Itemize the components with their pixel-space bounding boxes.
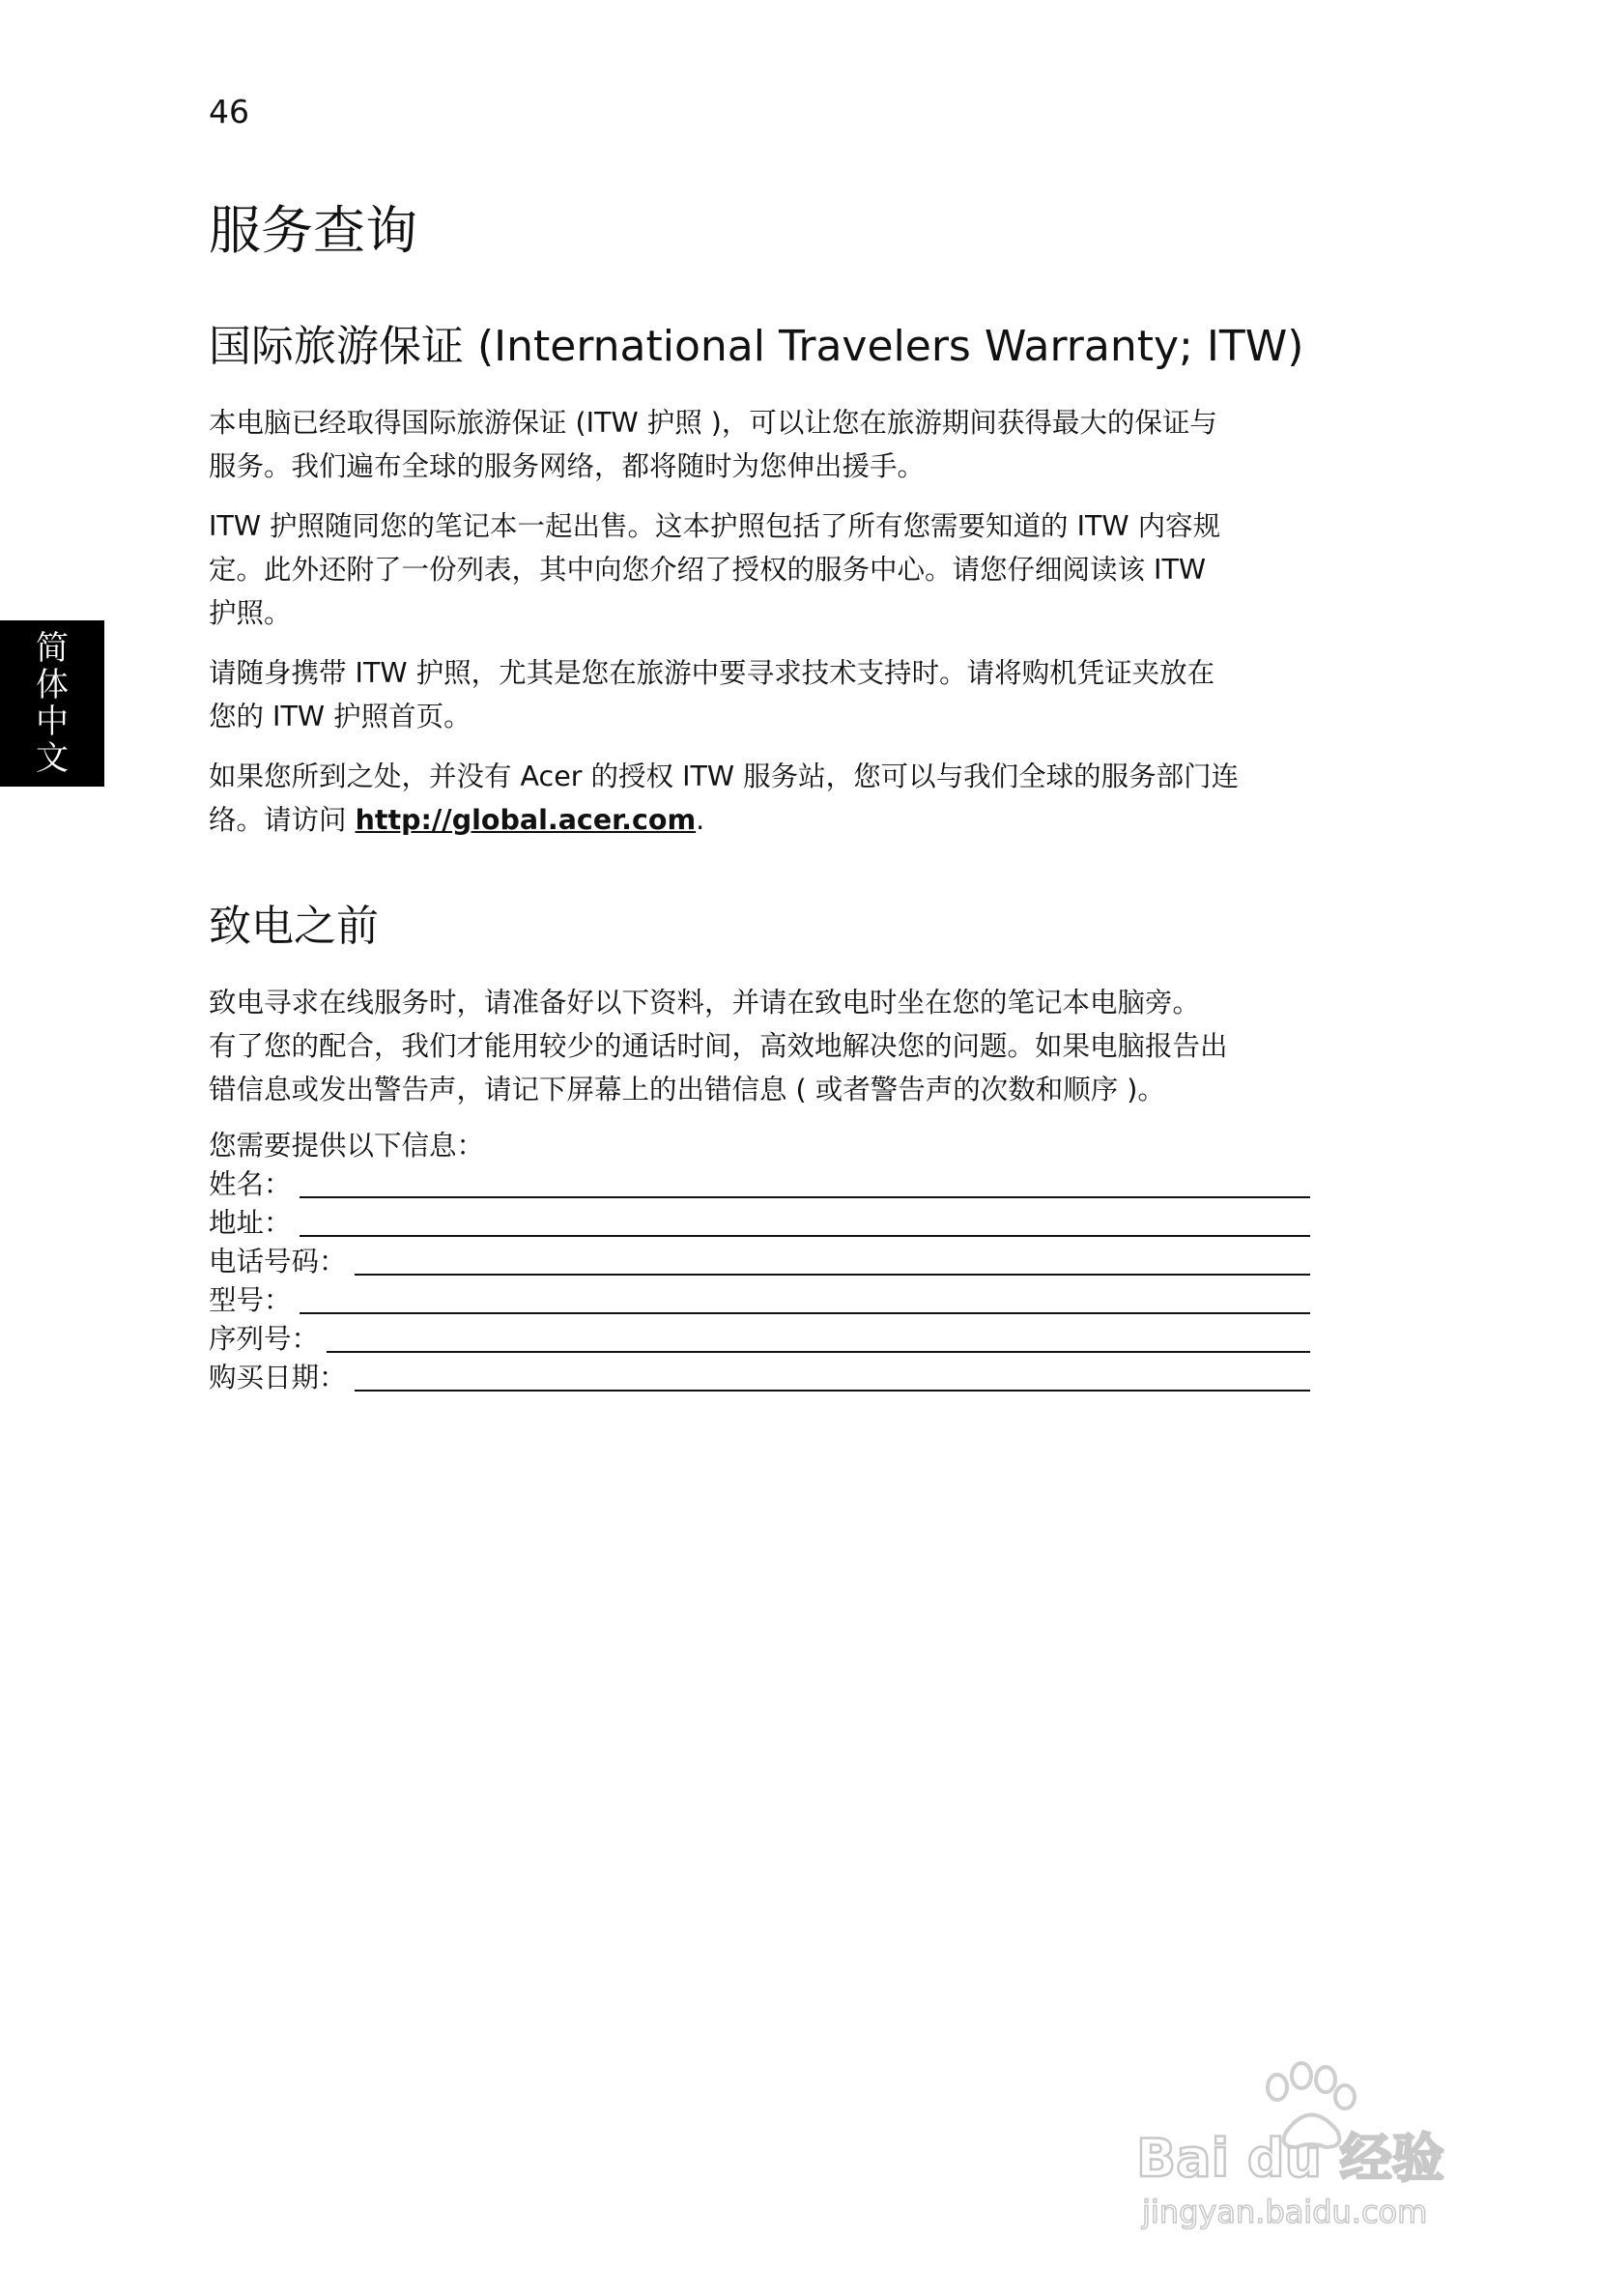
acer-global-link[interactable]: http://global.acer.com: [355, 804, 697, 836]
itw-paragraph-1: [209, 401, 1358, 488]
itw-heading: 国际旅游保证 (International Travelers Warranty; ITW): [209, 322, 1304, 371]
side-tab-char: 文: [36, 739, 69, 778]
page-number: 46: [209, 93, 249, 130]
field-row-phone: [209, 1243, 1310, 1281]
side-tab-char: 中: [36, 703, 69, 741]
visit-suffix: .: [696, 804, 705, 836]
field-row-serial: [209, 1320, 1310, 1359]
watermark-brand: Bai du 经验: [1136, 2128, 1444, 2189]
baidu-watermark: [1132, 2039, 1519, 2232]
name-field[interactable]: [300, 1167, 1310, 1198]
field-row-model: [209, 1281, 1310, 1320]
side-tab-char: 体: [36, 666, 69, 704]
text-line: 错信息或发出警告声，请记下屏幕上的出错信息 ( 或者警告声的次数和顺序 )。: [209, 1074, 1165, 1105]
before-call-paragraph: [209, 981, 1358, 1111]
address-field[interactable]: [300, 1206, 1310, 1237]
itw-paragraph-2: [209, 504, 1358, 635]
text-line: 定。此外还附了一份列表，其中向您介绍了授权的服务中心。请您仔细阅读该 ITW: [209, 554, 1207, 586]
info-intro: 您需要提供以下信息：: [209, 1130, 485, 1162]
itw-paragraph-4: [209, 755, 1358, 842]
field-label: 购买日期：: [209, 1362, 347, 1393]
field-label: 序列号：: [209, 1323, 320, 1355]
info-form: [209, 1127, 1310, 1397]
field-label: 电话号码：: [209, 1246, 347, 1277]
text-line: 您的 ITW 护照首页。: [209, 701, 471, 732]
field-row-purchase-date: [209, 1359, 1310, 1397]
purchase-date-field[interactable]: [355, 1361, 1310, 1392]
field-label: 地址：: [209, 1207, 292, 1239]
phone-field[interactable]: [355, 1245, 1310, 1276]
field-label: 姓名：: [209, 1168, 292, 1200]
text-line: 致电寻求在线服务时，请准备好以下资料，并请在致电时坐在您的笔记本电脑旁。: [209, 987, 1201, 1019]
page-title: 服务查询: [209, 200, 417, 261]
text-line: [209, 798, 1358, 842]
itw-paragraph-3: [209, 651, 1358, 738]
text-line: 本电脑已经取得国际旅游保证 (ITW 护照 )，可以让您在旅游期间获得最大的保证与: [209, 407, 1217, 439]
side-tab-char: 简: [36, 629, 69, 668]
text-line: 如果您所到之处，并没有 Acer 的授权 ITW 服务站，您可以与我们全球的服务部门连: [209, 761, 1240, 792]
text-line: 护照。: [209, 597, 292, 629]
text-line: 服务。我们遍布全球的服务网络，都将随时为您伸出援手。: [209, 450, 926, 482]
text-line: 请随身携带 ITW 护照，尤其是您在旅游中要寻求技术支持时。请将购机凭证夹放在: [209, 657, 1215, 689]
before-call-heading: 致电之前: [209, 902, 379, 951]
text-line: 有了您的配合，我们才能用较少的通话时间，高效地解决您的问题。如果电脑报告出: [209, 1030, 1228, 1062]
visit-prefix: 络。请访问: [209, 804, 356, 836]
language-side-tab: [0, 620, 104, 787]
field-row-name: [209, 1165, 1310, 1204]
serial-number-field[interactable]: [327, 1322, 1310, 1353]
watermark-url: jingyan.baidu.com: [1142, 2194, 1428, 2230]
field-row-address: [209, 1204, 1310, 1243]
field-label: 型号：: [209, 1284, 292, 1316]
text-line: ITW 护照随同您的笔记本一起出售。这本护照包括了所有您需要知道的 ITW 内容规: [209, 510, 1221, 542]
model-field[interactable]: [300, 1283, 1310, 1314]
